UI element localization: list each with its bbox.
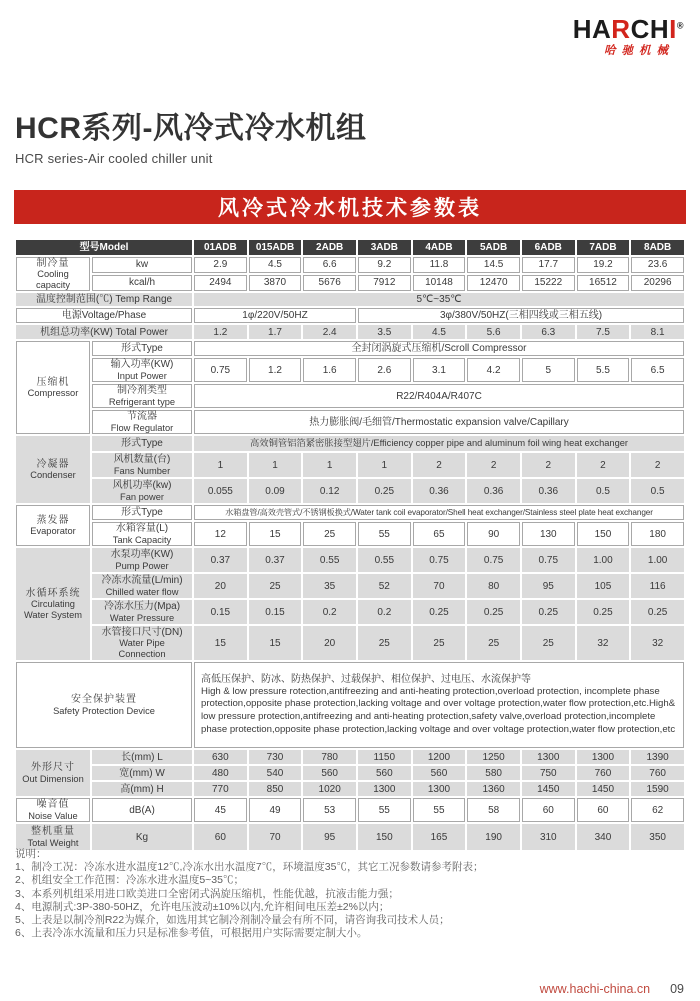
param-label: Kg — [92, 824, 192, 850]
value-cell: 0.36 — [413, 479, 466, 503]
value-cell: 14.5 — [467, 257, 520, 273]
param-label-cn: 冷冻水压力(Mpa) — [103, 601, 181, 613]
value-cell: 25 — [303, 522, 356, 546]
group-label-safety — [16, 662, 192, 748]
value-cell: 0.055 — [194, 479, 247, 503]
value-cell: 10148 — [413, 275, 466, 291]
value-cell: 4.5 — [249, 257, 302, 273]
value-cell: 6.6 — [303, 257, 356, 273]
value-cell: 80 — [467, 574, 520, 598]
param-label-cn: 冷冻水流量(L/min) — [101, 575, 183, 587]
value-cell: 580 — [467, 766, 520, 780]
model-col-header: 7ADB — [577, 240, 630, 255]
note-item: 1、制冷工况：冷冻水进水温度12℃,冷冻水出水温度7℃，环境温度35℃，其它工况参数请参考附表； — [15, 861, 484, 874]
param-label — [92, 479, 192, 503]
param-label-cn: 水泵功率(KW) — [110, 549, 174, 561]
value-cell: 1450 — [522, 782, 575, 796]
value-cell: 19.2 — [577, 257, 630, 273]
row-pump-power — [16, 548, 684, 572]
group-label-noise — [16, 798, 90, 822]
model-header-cell: 型号Model — [16, 240, 192, 255]
value-cell: 630 — [194, 750, 247, 764]
title-block — [15, 103, 367, 166]
footer-page-number: 09 — [670, 982, 684, 996]
value-cell: 1250 — [467, 750, 520, 764]
value-cell: 高效铜管铝箔紧密胀接型翅片/Efficiency copper pipe and aluminum foil wing heat exchanger — [194, 436, 684, 451]
value-cell: 560 — [413, 766, 466, 780]
value-cell: 11.8 — [413, 257, 466, 273]
value-cell: 5676 — [303, 275, 356, 291]
logo-part: HA — [572, 14, 612, 44]
value-cell: 150 — [577, 522, 630, 546]
brand-logo — [573, 16, 684, 58]
param-label-en: Fans Number — [113, 465, 171, 476]
param-label-en: Tank Capacity — [112, 534, 172, 545]
param-label — [92, 626, 192, 660]
param-label: 形式Type — [92, 505, 192, 520]
value-cell: 1φ/220V/50HZ — [194, 308, 356, 323]
param-label-en: Chilled water flow — [105, 586, 179, 597]
value-cell: 105 — [577, 574, 630, 598]
value-cell: 53 — [303, 798, 356, 822]
param-label: kw — [92, 257, 192, 273]
value-cell: 全封闭涡旋式压缩机/Scroll Compressor — [194, 341, 684, 356]
param-label-cn: 制冷剂类型 — [117, 385, 167, 397]
value-cell: 0.2 — [358, 600, 411, 624]
value-cell: 1300 — [358, 782, 411, 796]
row-fans-number — [16, 453, 684, 477]
value-cell: 58 — [467, 798, 520, 822]
value-cell: 15222 — [522, 275, 575, 291]
group-label-en: Cooling capacity — [35, 269, 71, 290]
value-cell: 0.09 — [249, 479, 302, 503]
group-label-condenser — [16, 436, 90, 503]
value-cell: 32 — [631, 626, 684, 660]
value-cell: 2.4 — [303, 325, 356, 339]
group-label-cn: 整机重量 — [31, 826, 75, 838]
param-label-en: Water Pressure — [109, 612, 175, 623]
row-weight — [16, 824, 684, 850]
value-cell: 2.6 — [358, 358, 411, 382]
param-label-en: Input Power — [117, 370, 167, 381]
value-cell: 25 — [413, 626, 466, 660]
group-label-cn: 制冷量 — [36, 258, 70, 269]
row-evaporator-type — [16, 505, 684, 520]
value-cell: 16512 — [577, 275, 630, 291]
value-cell: 850 — [249, 782, 302, 796]
row-chilled-flow — [16, 574, 684, 598]
safety-text-cell — [194, 662, 684, 748]
group-label-en: Evaporator — [30, 526, 76, 537]
row-noise — [16, 798, 684, 822]
logo-part: CH — [630, 14, 670, 44]
param-label: kcal/h — [92, 275, 192, 291]
value-cell: 25 — [467, 626, 520, 660]
value-cell: 3.1 — [413, 358, 466, 382]
value-cell: 20 — [303, 626, 356, 660]
group-label-cn: 安全保护装置 — [71, 694, 137, 706]
value-cell: 1450 — [577, 782, 630, 796]
model-col-header: 3ADB — [358, 240, 411, 255]
value-cell: 6.3 — [522, 325, 575, 339]
group-label-cn: 外形尺寸 — [31, 762, 75, 774]
value-cell: 480 — [194, 766, 247, 780]
value-cell: 310 — [522, 824, 575, 850]
value-cell: 55 — [358, 522, 411, 546]
param-label-en: Fan power — [120, 491, 164, 502]
value-cell: 62 — [631, 798, 684, 822]
brand-logo-subtext: 哈驰机械 — [604, 45, 674, 57]
value-cell: 7.5 — [577, 325, 630, 339]
value-cell: 70 — [413, 574, 466, 598]
value-cell: 0.37 — [194, 548, 247, 572]
param-label-cn: 节流器 — [127, 411, 157, 423]
value-cell: 热力膨胀阀/毛细管/Thermostatic expansion valve/Capillary — [194, 410, 684, 434]
table-header-row — [16, 240, 684, 255]
value-cell: 0.25 — [577, 600, 630, 624]
row-safety — [16, 662, 684, 748]
value-cell: 1.2 — [249, 358, 302, 382]
value-cell: 1.2 — [194, 325, 247, 339]
row-tank-capacity — [16, 522, 684, 546]
group-label-en: Circulating Water System — [23, 599, 83, 620]
value-cell: 1590 — [631, 782, 684, 796]
value-cell: 1 — [303, 453, 356, 477]
value-cell: 9.2 — [358, 257, 411, 273]
value-cell: 49 — [249, 798, 302, 822]
value-cell: 0.25 — [522, 600, 575, 624]
group-label-water-system — [16, 548, 90, 660]
value-cell: 1.00 — [631, 548, 684, 572]
row-cooling-kcal — [16, 275, 684, 291]
note-item: 4、电源制式:3P-380-50HZ，允许电压波动±10%以内,允许相间电压差±2%以内； — [15, 900, 390, 913]
group-label-en: Noise Value — [28, 810, 78, 821]
value-cell: 12470 — [467, 275, 520, 291]
value-cell: 1300 — [522, 750, 575, 764]
row-dimension-l — [16, 750, 684, 764]
group-label-cn: 压缩机 — [36, 376, 70, 388]
value-cell: 2 — [522, 453, 575, 477]
value-cell: 560 — [358, 766, 411, 780]
value-cell: 1020 — [303, 782, 356, 796]
value-cell: 730 — [249, 750, 302, 764]
value-cell: 7912 — [358, 275, 411, 291]
value-cell: 1 — [358, 453, 411, 477]
value-cell: 5 — [522, 358, 575, 382]
group-label-en: Compressor — [27, 388, 79, 399]
value-cell: 3.5 — [358, 325, 411, 339]
value-cell: 750 — [522, 766, 575, 780]
value-cell: 17.7 — [522, 257, 575, 273]
value-cell: 90 — [467, 522, 520, 546]
footer-url: www.hachi-china.cn — [539, 982, 651, 996]
value-cell: 1 — [249, 453, 302, 477]
value-cell: 1300 — [413, 782, 466, 796]
param-label: 温度控制范围(℃) Temp Range — [16, 293, 192, 306]
model-col-header: 2ADB — [303, 240, 356, 255]
group-label-cn: 噪音值 — [36, 799, 70, 811]
group-label-en: Out Dimension — [22, 773, 84, 784]
value-cell: 45 — [194, 798, 247, 822]
value-cell: 32 — [577, 626, 630, 660]
value-cell: 1300 — [577, 750, 630, 764]
param-label-en: Water Pipe Connection — [118, 638, 166, 659]
row-cooling-kw — [16, 257, 684, 273]
value-cell: 20296 — [631, 275, 684, 291]
row-fan-power — [16, 479, 684, 503]
value-cell: 1.00 — [577, 548, 630, 572]
value-cell: 0.25 — [413, 600, 466, 624]
value-cell: 2 — [467, 453, 520, 477]
value-cell: 1360 — [467, 782, 520, 796]
value-cell: 60 — [522, 798, 575, 822]
value-cell: 60 — [194, 824, 247, 850]
row-dimension-w — [16, 766, 684, 780]
value-cell: 25 — [249, 574, 302, 598]
value-cell: 3φ/380V/50HZ(三相四线或三相五线) — [358, 308, 684, 323]
param-label — [92, 410, 192, 434]
value-cell: 0.75 — [467, 548, 520, 572]
row-refrigerant — [16, 384, 684, 408]
value-cell: 770 — [194, 782, 247, 796]
value-cell: 0.2 — [303, 600, 356, 624]
param-label: 形式Type — [92, 341, 192, 356]
value-cell: 52 — [358, 574, 411, 598]
value-cell: 165 — [413, 824, 466, 850]
safety-text-en: High & low pressure rotection,antifreezing and anti-heating protection,overload protection, incomplete phase protection,opposite phase protection,lacking voltage and over voltage protection,water flow protection,etc.High& low pressure protection,antifreezing and anti-heating protection,safety valve,overload protection,incomplete phase protection,opposite phase protection,lacking voltage and over voltage protection,water flow protection,etc — [201, 685, 676, 736]
value-cell: 15 — [249, 522, 302, 546]
value-cell: 水箱盘管/高效壳管式/不锈钢板换式/Water tank coil evaporator/Shell heat exchanger/Stainless steel plate heat exchanger — [194, 505, 684, 520]
row-water-pressure — [16, 600, 684, 624]
param-label — [92, 522, 192, 546]
value-cell: 0.36 — [522, 479, 575, 503]
value-cell: 4.2 — [467, 358, 520, 382]
value-cell: 15 — [194, 626, 247, 660]
value-cell: 190 — [467, 824, 520, 850]
model-col-header: 4ADB — [413, 240, 466, 255]
value-cell: 0.55 — [303, 548, 356, 572]
group-label-evaporator — [16, 505, 90, 546]
group-label-en: Total Weight — [27, 837, 79, 848]
value-cell: 1150 — [358, 750, 411, 764]
value-cell: 560 — [303, 766, 356, 780]
row-dimension-h — [16, 782, 684, 796]
param-label: 电源Voltage/Phase — [16, 308, 192, 323]
value-cell: 150 — [358, 824, 411, 850]
value-cell: 0.15 — [249, 600, 302, 624]
value-cell: 0.25 — [631, 600, 684, 624]
param-label — [92, 453, 192, 477]
value-cell: 23.6 — [631, 257, 684, 273]
row-condenser-type — [16, 436, 684, 451]
value-cell: 60 — [577, 798, 630, 822]
group-label-en: Condenser — [30, 470, 76, 481]
value-cell: 65 — [413, 522, 466, 546]
value-cell: 2 — [577, 453, 630, 477]
page-footer — [540, 982, 684, 996]
group-label-dimension — [16, 750, 90, 796]
value-cell: 8.1 — [631, 325, 684, 339]
group-label-en: Safety Protection Device — [53, 705, 155, 716]
group-label-compressor — [16, 341, 90, 434]
value-cell: 1 — [194, 453, 247, 477]
param-label — [92, 574, 192, 598]
value-cell: 15 — [249, 626, 302, 660]
param-label: 机组总功率(KW) Total Power — [16, 325, 192, 339]
param-label — [92, 548, 192, 572]
value-cell: 55 — [358, 798, 411, 822]
param-label — [92, 358, 192, 382]
row-compressor-type — [16, 341, 684, 356]
value-cell: 2494 — [194, 275, 247, 291]
value-cell: 0.25 — [358, 479, 411, 503]
value-cell: 1390 — [631, 750, 684, 764]
value-cell: 116 — [631, 574, 684, 598]
value-cell: 0.15 — [194, 600, 247, 624]
value-cell: 55 — [413, 798, 466, 822]
param-label: 形式Type — [92, 436, 192, 451]
value-cell: 4.5 — [413, 325, 466, 339]
section-banner: 风冷式冷水机技术参数表 — [14, 190, 686, 224]
value-cell: 0.75 — [522, 548, 575, 572]
group-label-cn: 水循环系统 — [25, 588, 81, 600]
value-cell: 0.5 — [631, 479, 684, 503]
value-cell: 0.55 — [358, 548, 411, 572]
param-label: 高(mm) H — [92, 782, 192, 796]
row-total-power — [16, 325, 684, 339]
model-col-header: 6ADB — [522, 240, 575, 255]
note-item: 6、上表冷冻水流量和压力只是标准参考值，可根据用户实际需要定制大小。 — [15, 927, 368, 940]
value-cell: 25 — [358, 626, 411, 660]
value-cell: 180 — [631, 522, 684, 546]
value-cell: 0.75 — [413, 548, 466, 572]
value-cell: 2 — [631, 453, 684, 477]
logo-part-red: I — [669, 14, 677, 44]
value-cell: 0.5 — [577, 479, 630, 503]
value-cell: R22/R404A/R407C — [194, 384, 684, 408]
value-cell: 540 — [249, 766, 302, 780]
value-cell: 20 — [194, 574, 247, 598]
value-cell: 5.5 — [577, 358, 630, 382]
row-flow-regulator — [16, 410, 684, 434]
value-cell: 25 — [522, 626, 575, 660]
safety-text-cn: 高低压保护、防冰、防热保护、过载保护、相位保护、过电压、水流保护等 — [201, 673, 532, 685]
group-label-cn: 蒸发器 — [36, 514, 70, 526]
note-item: 3、本系列机组采用进口欧美进口全密闭式涡旋压缩机，性能优越，抗液击能力强； — [15, 887, 399, 900]
model-col-header: 01ADB — [194, 240, 247, 255]
note-item: 5、上表是以制冷剂R22为媒介，如选用其它制冷剂制冷量会有所不同，请咨询我司技术人员； — [15, 914, 450, 927]
param-label-cn: 输入功率(KW) — [110, 359, 174, 371]
value-cell: 780 — [303, 750, 356, 764]
logo-part-red: R — [611, 14, 631, 44]
row-temp-range — [16, 293, 684, 306]
value-cell: 0.25 — [467, 600, 520, 624]
param-label-cn: 风机数量(台) — [113, 454, 171, 466]
group-label-cn: 冷凝器 — [36, 458, 70, 470]
value-cell: 760 — [631, 766, 684, 780]
group-label-cooling — [16, 257, 90, 291]
model-col-header: 015ADB — [249, 240, 302, 255]
value-cell: 2 — [413, 453, 466, 477]
brand-logo-text — [573, 16, 684, 42]
value-cell: 6.5 — [631, 358, 684, 382]
param-label: 宽(mm) W — [92, 766, 192, 780]
param-label-en: Pump Power — [115, 560, 169, 571]
spec-table-wrap — [14, 238, 686, 852]
page-title: HCR系列-风冷式冷水机组 — [15, 112, 367, 145]
param-label — [92, 600, 192, 624]
value-cell: 12 — [194, 522, 247, 546]
value-cell: 0.37 — [249, 548, 302, 572]
value-cell: 70 — [249, 824, 302, 850]
value-cell: 95 — [303, 824, 356, 850]
value-cell: 1.7 — [249, 325, 302, 339]
row-compressor-input — [16, 358, 684, 382]
param-label-en: Refrigerant type — [108, 396, 176, 407]
row-pipe-connection — [16, 626, 684, 660]
model-col-header: 8ADB — [631, 240, 684, 255]
value-cell: 340 — [577, 824, 630, 850]
value-cell: 1.6 — [303, 358, 356, 382]
param-label: 长(mm) L — [92, 750, 192, 764]
page-subtitle: HCR series-Air cooled chiller unit — [15, 151, 213, 166]
value-cell: 3870 — [249, 275, 302, 291]
value-cell: 95 — [522, 574, 575, 598]
group-label-weight — [16, 824, 90, 850]
value-cell: 1200 — [413, 750, 466, 764]
value-cell: 130 — [522, 522, 575, 546]
param-label: dB(A) — [92, 798, 192, 822]
notes-title: 说明： — [15, 848, 47, 860]
param-label-cn: 水箱容量(L) — [115, 523, 169, 535]
note-item: 2、机组安全工作范围：冷冻水进水温度5~35℃； — [15, 874, 244, 887]
model-col-header: 5ADB — [467, 240, 520, 255]
row-power-supply — [16, 308, 684, 323]
value-cell: 760 — [577, 766, 630, 780]
value-cell: 0.12 — [303, 479, 356, 503]
value-cell: 2.9 — [194, 257, 247, 273]
value-cell: 35 — [303, 574, 356, 598]
notes-block — [15, 848, 685, 940]
spec-table — [14, 238, 686, 852]
param-label — [92, 384, 192, 408]
param-label-cn: 风机功率(kw) — [112, 480, 172, 492]
registered-mark-icon: ® — [676, 20, 684, 31]
param-label-en: Flow Regulator — [110, 422, 174, 433]
value-cell: 5℃~35℃ — [194, 293, 684, 306]
value-cell: 5.6 — [467, 325, 520, 339]
param-label-cn: 水管接口尺寸(DN) — [101, 627, 183, 639]
value-cell: 0.75 — [194, 358, 247, 382]
value-cell: 0.36 — [467, 479, 520, 503]
value-cell: 350 — [631, 824, 684, 850]
